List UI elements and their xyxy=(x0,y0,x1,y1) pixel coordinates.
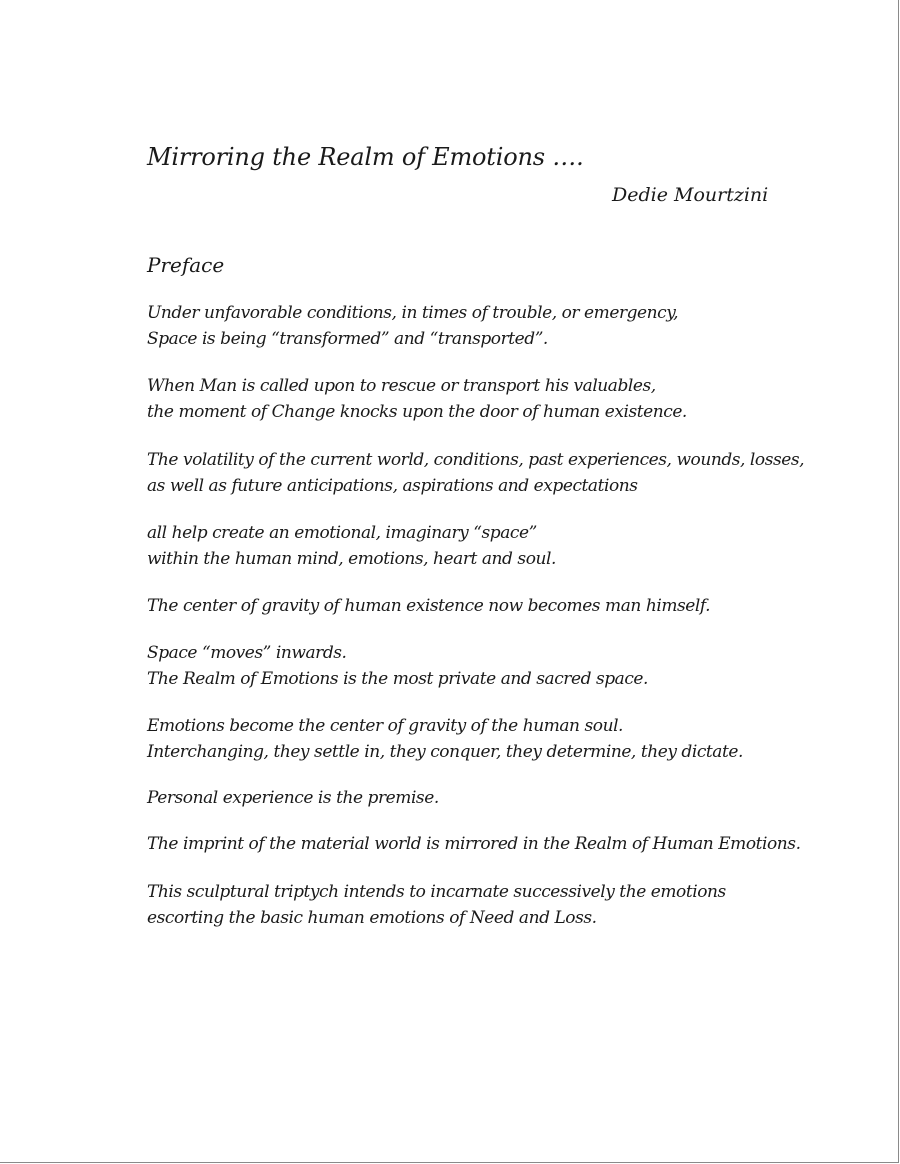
stanza-10 xyxy=(147,879,726,931)
stanza-line: all help create an emotional, imaginary “space” xyxy=(147,523,537,543)
stanza-line: The center of gravity of human existence now becomes man himself. xyxy=(147,596,711,616)
stanza-line: Personal experience is the premise. xyxy=(147,788,439,808)
stanza-line: The Realm of Emotions is the most private and sacred space. xyxy=(147,669,648,689)
stanza-5 xyxy=(147,593,710,619)
author-name: Dedie Mourtzini xyxy=(612,184,769,206)
stanza-3 xyxy=(147,447,804,499)
stanza-7 xyxy=(147,713,743,765)
stanza-6 xyxy=(147,640,648,692)
stanza-1 xyxy=(147,300,678,352)
stanza-line: within the human mind, emotions, heart and soul. xyxy=(147,549,556,569)
stanza-line: Emotions become the center of gravity of the human soul. xyxy=(147,716,624,736)
stanza-9 xyxy=(147,831,801,857)
stanza-line: Space is being “transformed” and “transported”. xyxy=(147,329,548,349)
preface-heading: Preface xyxy=(147,253,225,277)
stanza-line: This sculptural triptych intends to incarnate successively the emotions xyxy=(147,882,726,902)
stanza-line: The imprint of the material world is mirrored in the Realm of Human Emotions. xyxy=(147,834,801,854)
document-title: Mirroring the Realm of Emotions …. xyxy=(147,143,584,171)
stanza-line: Under unfavorable conditions, in times of trouble, or emergency, xyxy=(147,303,679,323)
stanza-line: Interchanging, they settle in, they conquer, they determine, they dictate. xyxy=(147,742,743,762)
stanza-2 xyxy=(147,373,687,425)
stanza-line: Space “moves” inwards. xyxy=(147,643,347,663)
stanza-4 xyxy=(147,520,556,572)
stanza-line: as well as future anticipations, aspirations and expectations xyxy=(147,476,638,496)
stanza-line: the moment of Change knocks upon the door of human existence. xyxy=(147,402,687,422)
stanza-line: escorting the basic human emotions of Need and Loss. xyxy=(147,908,597,928)
stanza-line: The volatility of the current world, conditions, past experiences, wounds, losses, xyxy=(147,450,805,470)
stanza-8 xyxy=(147,785,439,811)
stanza-line: When Man is called upon to rescue or transport his valuables, xyxy=(147,376,656,396)
